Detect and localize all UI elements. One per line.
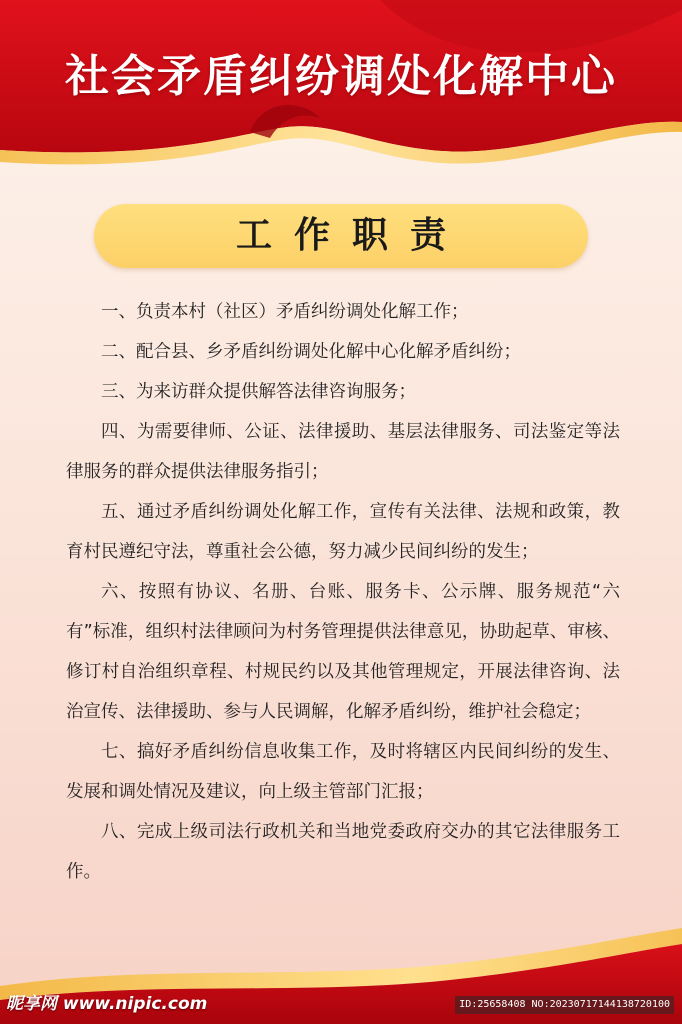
duty-item: 六、按照有协议、名册、台账、服务卡、公示牌、服务规范“六有”标准，组织村法律顾问为村务管理提供法律意见，协助起草、审核、修订村自治组织章程、村规民约以及其他管理规定，开展法律咨询、法治宣传、法律援助、参与人民调解，化解矛盾纠纷，维护社会稳定； (66, 582, 620, 722)
duty-item: 八、完成上级司法行政机关和当地党委政府交办的其它法律服务工作。 (66, 822, 620, 882)
duty-item: 七、搞好矛盾纠纷信息收集工作，及时将辖区内民间纠纷的发生、发展和调处情况及建议，向上级主管部门汇报； (66, 742, 620, 802)
page-title: 社会矛盾纠纷调处化解中心 (65, 51, 617, 102)
duty-item: 二、配合县、乡矛盾纠纷调处化解中心化解矛盾纠纷； (101, 342, 521, 362)
watermark-brand: 昵享网 www.nipic.com (6, 994, 208, 1014)
duty-item: 一、负责本村（社区）矛盾纠纷调处化解工作； (101, 302, 469, 322)
duties-list (66, 292, 620, 892)
section-title: 工作职责 (235, 215, 468, 256)
duty-item: 四、为需要律师、公证、法律援助、基层法律服务、司法鉴定等法律服务的群众提供法律服务指引； (66, 422, 620, 482)
duty-item: 三、为来访群众提供解答法律咨询服务； (101, 382, 416, 402)
section-header (94, 204, 588, 268)
watermark-id: ID:25658408 NO:20230717144138720100 (455, 996, 674, 1014)
duty-item: 五、通过矛盾纠纷调处化解工作，宣传有关法律、法规和政策，教育村民遵纪守法，尊重社会公德，努力减少民间纠纷的发生； (66, 502, 620, 562)
